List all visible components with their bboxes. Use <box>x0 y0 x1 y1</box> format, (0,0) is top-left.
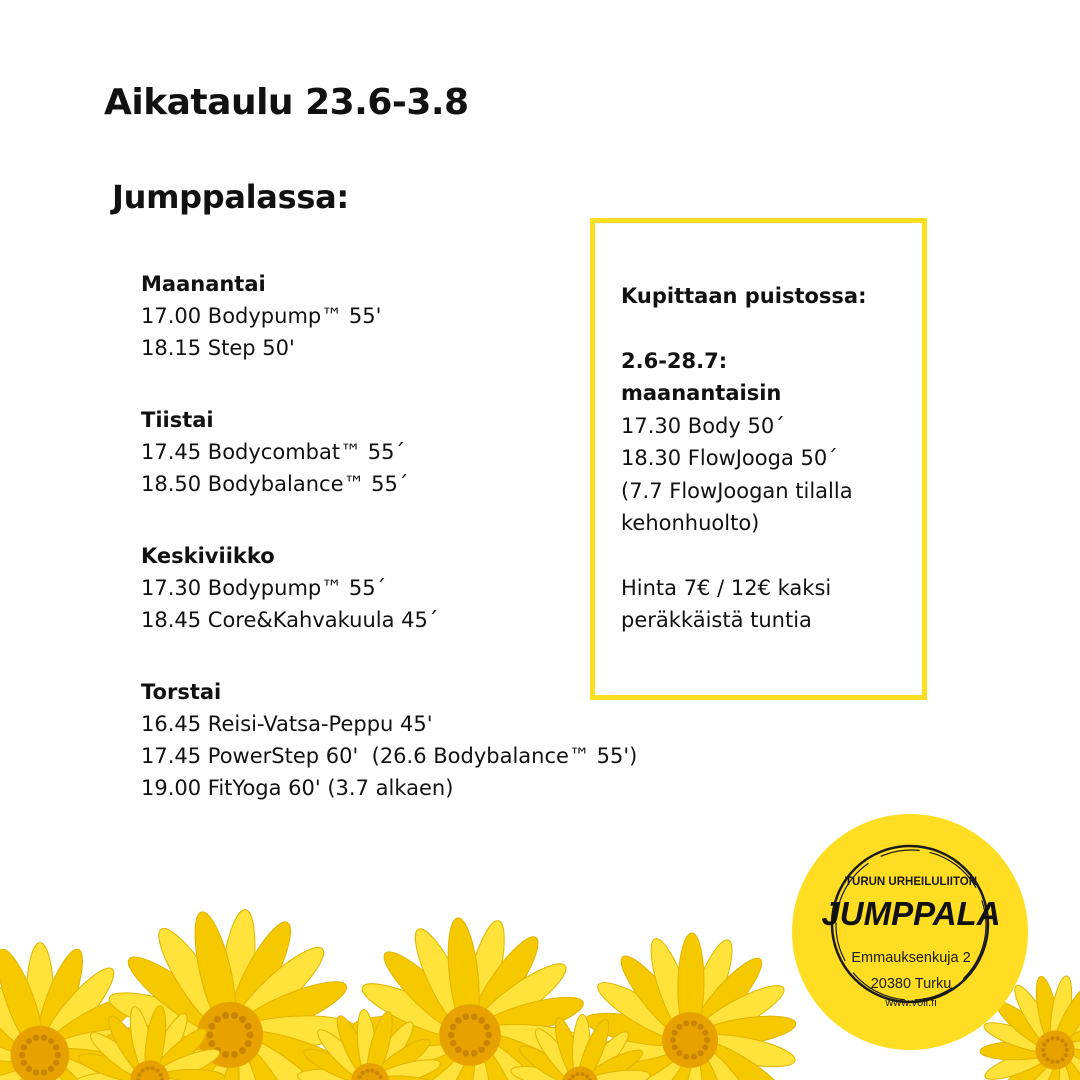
session: 17.45 Bodycombat™ 55´ <box>141 440 405 464</box>
flower-stamen <box>448 1032 455 1039</box>
flower-stamen <box>1045 1039 1049 1043</box>
flower-stamen <box>222 1051 229 1058</box>
flower-stamen <box>1064 1043 1068 1047</box>
day-name: Torstai <box>141 680 222 704</box>
flower-stamen <box>137 1073 141 1077</box>
flower-stamen <box>151 1066 155 1070</box>
flower-stamen <box>1050 1060 1054 1064</box>
flower-stamen <box>704 1037 710 1043</box>
session: 17.30 Bodypump™ 55´ <box>141 576 387 600</box>
flower-stamen <box>702 1044 708 1050</box>
flower-stamen <box>145 1066 149 1070</box>
flower-stamen <box>576 1072 580 1076</box>
flower-stamen <box>471 1013 478 1020</box>
flower-stamen <box>571 1074 575 1078</box>
flower-stamen <box>214 1016 221 1023</box>
flower-stamen <box>585 1074 589 1078</box>
session: 17.00 Bodypump™ 55' <box>141 304 382 328</box>
flower-stamen <box>1056 1036 1060 1040</box>
park-note: (7.7 FlowJoogan tilalla <box>621 478 853 503</box>
badge-url: www.voli.fi <box>885 997 937 1009</box>
flower-stamen <box>155 1069 159 1073</box>
session: 17.45 PowerStep 60' (26.6 Bodybalance™ 55') <box>141 744 638 768</box>
flower-stamen <box>239 1047 246 1054</box>
flower-stamen <box>455 1046 462 1053</box>
flower-stamen <box>1042 1043 1046 1047</box>
park-note: kehonhuolto) <box>621 511 760 535</box>
flower-stamen <box>371 1069 375 1073</box>
flower-stamen <box>378 1075 382 1079</box>
flower-stamen <box>672 1030 678 1036</box>
schedule-title: Aikataulu 23.6-3.8 <box>104 82 469 123</box>
flower-stamen <box>375 1071 379 1075</box>
flower-stamen <box>1050 1036 1054 1040</box>
flower-stamen <box>1042 1053 1046 1057</box>
flower-stamen <box>361 1071 365 1075</box>
flower-stamen <box>485 1032 492 1039</box>
flower-stamen <box>53 1060 59 1066</box>
badge-brand: JUMPPALA <box>821 895 1001 932</box>
flower-stamen <box>159 1073 163 1077</box>
flower-stamen <box>484 1024 491 1031</box>
day-name: Tiistai <box>141 408 214 432</box>
day-tuesday <box>141 404 637 500</box>
badge-circle <box>792 814 1028 1050</box>
flower-stamen <box>26 1066 32 1072</box>
flower-stamen <box>140 1069 144 1073</box>
badge-city: 20380 Turku <box>870 976 952 992</box>
session: 18.45 Core&Kahvakuula 45´ <box>141 608 439 632</box>
flower-stamen <box>683 1054 689 1060</box>
badge-top-text: TURUN URHEILULIITON <box>844 876 978 888</box>
flower-stamen <box>676 1050 682 1056</box>
day-wednesday <box>141 540 637 636</box>
session: 18.50 Bodybalance™ 55´ <box>141 472 409 496</box>
weekly-schedule <box>141 268 637 804</box>
flower-stamen <box>1060 1039 1064 1043</box>
flower-stamen <box>358 1075 362 1079</box>
flower-stamen <box>581 1072 585 1076</box>
flower-stamen <box>239 1016 246 1023</box>
flower-stamen <box>463 1050 470 1057</box>
flower-stamen <box>231 1051 238 1058</box>
session: 19.00 FitYoga 60' (3.7 alkaen) <box>141 776 454 800</box>
flower-stamen <box>245 1023 252 1030</box>
flower-stamen <box>1065 1048 1069 1052</box>
flower-stamen <box>478 1046 485 1053</box>
park-period: 2.6-28.7: <box>621 348 728 373</box>
flower-stamen <box>206 1031 213 1038</box>
flower-stamen <box>21 1044 27 1050</box>
flower-stamen <box>33 1069 39 1075</box>
park-weekday: maanantaisin <box>621 381 782 405</box>
flower-stamen <box>455 1017 462 1024</box>
park-heading: Kupittaan puistossa: <box>621 284 867 308</box>
flower-stamen <box>48 1038 54 1044</box>
flower-stamen <box>1045 1057 1049 1061</box>
day-thursday <box>141 676 637 804</box>
flower-stamen <box>478 1017 485 1024</box>
flower-stamen <box>41 1034 47 1040</box>
flower-stamen <box>676 1024 682 1030</box>
flower-stamen <box>1060 1057 1064 1061</box>
flower-stamen <box>21 1060 27 1066</box>
flower-stamen <box>55 1052 61 1058</box>
flower-stamen <box>208 1040 215 1047</box>
flower-stamen <box>53 1044 59 1050</box>
flower-stamen <box>208 1023 215 1030</box>
price-info: Hinta 7€ / 12€ kaksi <box>621 575 832 600</box>
flower-stamen <box>450 1040 457 1047</box>
price-info: peräkkäistä tuntia <box>621 608 812 632</box>
flower-stamen <box>463 1013 470 1020</box>
flower-stamen <box>41 1069 47 1075</box>
jumppala-logo-badge <box>788 810 1032 1054</box>
flower-stamen <box>672 1044 678 1050</box>
flower-stamen <box>19 1052 25 1058</box>
flower-stamen <box>1056 1060 1060 1064</box>
location-heading: Jumppalassa: <box>112 178 349 216</box>
flower-stamen <box>26 1038 32 1044</box>
flower-stamen <box>698 1024 704 1030</box>
day-monday <box>141 268 637 364</box>
badge-street: Emmauksenkuja 2 <box>851 950 971 966</box>
flower-stamen <box>471 1050 478 1057</box>
flower-stamen <box>247 1031 254 1038</box>
flower-stamen <box>691 1054 697 1060</box>
flower-stamen <box>245 1040 252 1047</box>
park-session: 18.30 FlowJooga 50´ <box>621 446 838 470</box>
flower-stamen <box>365 1069 369 1073</box>
flower-stamen <box>222 1012 229 1019</box>
flower-stamen <box>691 1020 697 1026</box>
flower-stamen <box>1064 1053 1068 1057</box>
flower-stamen <box>33 1034 39 1040</box>
flower-stamen <box>698 1050 704 1056</box>
flower-stamen <box>484 1040 491 1047</box>
flower-stamen <box>702 1030 708 1036</box>
flower-stamen <box>231 1012 238 1019</box>
flower-stamen <box>1041 1048 1045 1052</box>
flower-stamen <box>450 1024 457 1031</box>
park-schedule-box <box>590 218 927 700</box>
flower-stamen <box>670 1037 676 1043</box>
flower-stamen <box>683 1020 689 1026</box>
flower-stamen <box>48 1066 54 1072</box>
session: 18.15 Step 50' <box>141 336 295 360</box>
session: 16.45 Reisi-Vatsa-Peppu 45' <box>141 712 433 736</box>
park-session: 17.30 Body 50´ <box>621 413 785 438</box>
day-name: Maanantai <box>141 272 266 296</box>
day-name: Keskiviikko <box>141 544 275 568</box>
